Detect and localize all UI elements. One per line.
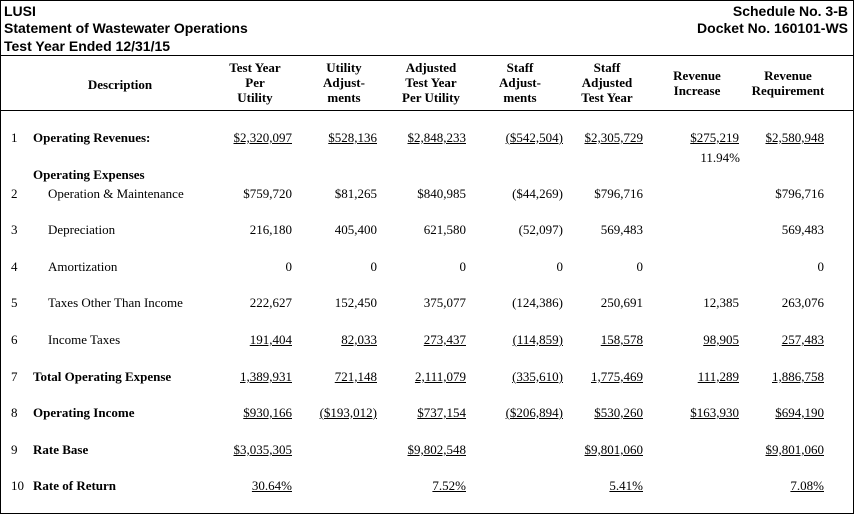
row-label: Amortization	[48, 259, 118, 274]
cell-adjusted-test-year: 0	[459, 259, 466, 274]
docket-number: Docket No. 160101-WS	[697, 20, 848, 36]
line-number: 7	[11, 369, 18, 384]
cell-staff-adjusted: $796,716	[594, 186, 643, 201]
cell-staff-adjusted: 158,578	[600, 332, 643, 347]
cell-revenue-increase: 111,289	[697, 369, 739, 384]
cell-staff-adjustments: ($542,504)	[505, 130, 563, 145]
cell-test-year: $930,166	[243, 405, 292, 420]
cell-utility-adjustments: 0	[370, 259, 377, 274]
cell-staff-adjustments: (52,097)	[518, 222, 563, 237]
cell-utility-adjustments: $81,265	[334, 186, 377, 201]
row-label: Depreciation	[48, 222, 116, 237]
statement-title: Statement of Wastewater Operations	[4, 20, 248, 36]
cell-staff-adjusted: $530,260	[594, 405, 643, 420]
cell-test-year: 191,404	[249, 332, 292, 347]
cell-revenue-increase: 98,905	[703, 332, 739, 347]
cell-test-year: 1,389,931	[240, 369, 292, 384]
cell-test-year: $2,320,097	[233, 130, 292, 145]
cell-utility-adjustments: ($193,012)	[319, 405, 377, 420]
cell-adjusted-test-year: 2,111,079	[414, 369, 466, 384]
cell-revenue-requirement: 569,483	[781, 222, 824, 237]
table-row	[0, 441, 854, 459]
line-number: 1	[11, 130, 18, 145]
cell-adjusted-test-year: 375,077	[423, 295, 466, 310]
row-label: Rate of Return	[33, 478, 117, 493]
table-row	[0, 185, 854, 203]
cell-adjusted-test-year: 621,580	[423, 222, 466, 237]
cell-test-year: 222,627	[249, 295, 292, 310]
row-label: Total Operating Expense	[33, 369, 172, 384]
cell-utility-adjustments: 405,400	[334, 222, 377, 237]
col-header-revenue-requirement: Revenue Requirement	[751, 68, 825, 98]
cell-staff-adjustments: (124,386)	[512, 295, 563, 310]
cell-revenue-requirement: 1,886,758	[772, 369, 824, 384]
test-year-period: Test Year Ended 12/31/15	[4, 38, 171, 54]
cell-utility-adjustments: 82,033	[341, 332, 377, 347]
table-row	[0, 294, 854, 312]
cell-utility-adjustments: 721,148	[334, 369, 377, 384]
cell-staff-adjustments: (114,859)	[512, 332, 563, 347]
table-row	[0, 477, 854, 495]
cell-adjusted-test-year: $9,802,548	[407, 442, 466, 457]
cell-utility-adjustments: $528,136	[328, 130, 377, 145]
cell-revenue-requirement: $2,580,948	[765, 130, 824, 145]
cell-adjusted-test-year: $737,154	[417, 405, 466, 420]
cell-staff-adjustments: 0	[556, 259, 563, 274]
row-label: Rate Base	[33, 442, 89, 457]
col-header-test-year: Test Year Per Utility	[229, 60, 281, 105]
line-number: 5	[11, 295, 18, 310]
row-label: Income Taxes	[48, 332, 121, 347]
cell-adjusted-test-year: 273,437	[423, 332, 466, 347]
cell-revenue-increase: 12,385	[703, 295, 739, 310]
cell-revenue-requirement: $694,190	[775, 405, 824, 420]
cell-test-year: $3,035,305	[233, 442, 292, 457]
cell-test-year: $759,720	[243, 186, 292, 201]
table-row	[0, 331, 854, 349]
cell-revenue-increase: $163,930	[690, 405, 739, 420]
cell-test-year: 0	[285, 259, 292, 274]
col-header-description: Description	[87, 77, 153, 92]
header-rule-top	[0, 55, 854, 56]
cell-adjusted-test-year: 7.52%	[432, 478, 466, 493]
cell-revenue-requirement: 257,483	[781, 332, 824, 347]
cell-utility-adjustments: 152,450	[334, 295, 377, 310]
col-header-staff-adjusted: Staff Adjusted Test Year	[581, 60, 633, 105]
row-label: Operating Income	[33, 405, 135, 420]
col-header-staff-adjustments: Staff Adjust- ments	[499, 60, 541, 105]
company-name: LUSI	[4, 3, 36, 19]
row-label: Operation & Maintenance	[48, 186, 184, 201]
cell-staff-adjusted: 5.41%	[609, 478, 643, 493]
revenue-increase-percent: 11.94%	[700, 150, 740, 165]
header-rule-bottom	[0, 110, 854, 111]
cell-staff-adjusted: 250,691	[600, 295, 643, 310]
line-number: 3	[11, 222, 18, 237]
cell-revenue-requirement: $9,801,060	[765, 442, 824, 457]
cell-staff-adjusted: 0	[636, 259, 643, 274]
cell-revenue-requirement: 0	[817, 259, 824, 274]
schedule-number: Schedule No. 3-B	[732, 3, 848, 19]
table-row	[0, 368, 854, 386]
table-row	[0, 404, 854, 422]
table-row	[0, 221, 854, 239]
col-header-utility-adjustments: Utility Adjust- ments	[323, 60, 365, 105]
line-number: 8	[11, 405, 18, 420]
table-row	[0, 258, 854, 276]
cell-revenue-requirement: 7.08%	[790, 478, 824, 493]
line-number: 4	[11, 259, 18, 274]
cell-adjusted-test-year: $2,848,233	[407, 130, 466, 145]
line-number: 2	[11, 186, 18, 201]
table-row	[0, 129, 854, 147]
cell-adjusted-test-year: $840,985	[417, 186, 466, 201]
row-label: Taxes Other Than Income	[48, 295, 183, 310]
line-number: 6	[11, 332, 18, 347]
cell-revenue-requirement: $796,716	[775, 186, 824, 201]
cell-test-year: 216,180	[249, 222, 292, 237]
cell-revenue-requirement: 263,076	[781, 295, 824, 310]
row-label: Operating Revenues:	[33, 130, 151, 145]
cell-staff-adjusted: 1,775,469	[591, 369, 643, 384]
cell-staff-adjusted: $9,801,060	[584, 442, 643, 457]
cell-test-year: 30.64%	[251, 478, 292, 493]
cell-staff-adjusted: $2,305,729	[584, 130, 643, 145]
line-number: 10	[11, 478, 24, 493]
section-operating-expenses: Operating Expenses	[33, 167, 145, 182]
line-number: 9	[11, 442, 18, 457]
cell-staff-adjusted: 569,483	[600, 222, 643, 237]
cell-staff-adjustments: ($206,894)	[505, 405, 563, 420]
cell-revenue-increase: $275,219	[690, 130, 739, 145]
col-header-adjusted-test-year: Adjusted Test Year Per Utility	[402, 60, 460, 105]
col-header-revenue-increase: Revenue Increase	[673, 68, 721, 98]
cell-staff-adjustments: ($44,269)	[512, 186, 563, 201]
cell-staff-adjustments: (335,610)	[512, 369, 563, 384]
